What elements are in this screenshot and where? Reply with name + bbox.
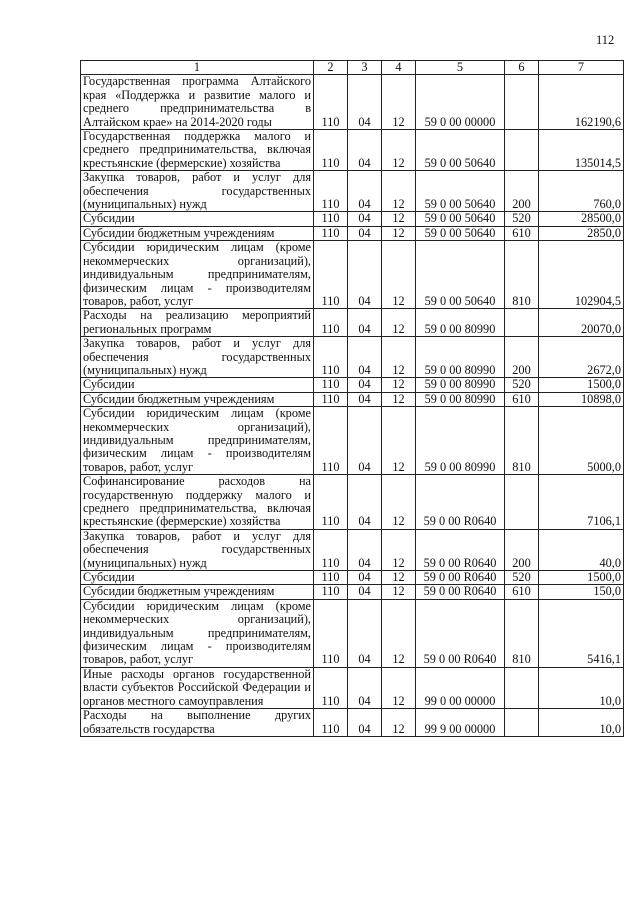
target-article-cell: 59 0 00 R0640 [416,475,505,530]
expense-type-cell [505,709,539,737]
subsection-code-cell: 12 [382,337,416,378]
table-row [81,241,624,309]
ministry-code-cell: 110 [314,309,348,337]
ministry-code-cell: 110 [314,75,348,130]
section-code-cell: 04 [348,667,382,708]
target-article-cell: 59 0 00 R0640 [416,599,505,667]
section-code-cell: 04 [348,378,382,392]
expense-type-cell [505,667,539,708]
row-name-cell: Закупка товаров, работ и услуг для обеспечения государственных (муниципальных) нужд [81,337,314,378]
expense-type-cell: 520 [505,378,539,392]
amount-cell: 135014,5 [539,130,624,171]
section-code-cell: 04 [348,407,382,475]
target-article-cell: 59 0 00 80990 [416,337,505,378]
budget-table [80,60,624,737]
subsection-code-cell: 12 [382,571,416,585]
section-code-cell: 04 [348,241,382,309]
subsection-code-cell: 12 [382,171,416,212]
row-name-cell: Расходы на реализацию мероприятий региональных программ [81,309,314,337]
header-cell: 2 [314,61,348,75]
target-article-cell: 59 0 00 80990 [416,378,505,392]
subsection-code-cell: 12 [382,378,416,392]
target-article-cell: 59 0 00 50640 [416,212,505,226]
expense-type-cell: 610 [505,392,539,406]
table-row [81,667,624,708]
ministry-code-cell: 110 [314,667,348,708]
ministry-code-cell: 110 [314,392,348,406]
ministry-code-cell: 110 [314,378,348,392]
section-code-cell: 04 [348,309,382,337]
section-code-cell: 04 [348,709,382,737]
table-row [81,585,624,599]
row-name-cell: Субсидии юридическим лицам (кроме некоммерческих организаций), индивидуальным предпринимателям, физическим лицам - производителям товаров, работ, услуг [81,241,314,309]
ministry-code-cell: 110 [314,226,348,240]
header-cell: 7 [539,61,624,75]
subsection-code-cell: 12 [382,226,416,240]
ministry-code-cell: 110 [314,407,348,475]
ministry-code-cell: 110 [314,475,348,530]
expense-type-cell: 610 [505,226,539,240]
subsection-code-cell: 12 [382,75,416,130]
section-code-cell: 04 [348,392,382,406]
expense-type-cell: 810 [505,599,539,667]
subsection-code-cell: 12 [382,667,416,708]
row-name-cell: Закупка товаров, работ и услуг для обеспечения государственных (муниципальных) нужд [81,171,314,212]
target-article-cell: 59 0 00 80990 [416,407,505,475]
header-cell: 4 [382,61,416,75]
amount-cell: 150,0 [539,585,624,599]
target-article-cell: 99 9 00 00000 [416,709,505,737]
expense-type-cell: 810 [505,407,539,475]
expense-type-cell [505,130,539,171]
amount-cell: 10,0 [539,709,624,737]
ministry-code-cell: 110 [314,337,348,378]
subsection-code-cell: 12 [382,212,416,226]
table-row [81,599,624,667]
header-cell: 1 [81,61,314,75]
expense-type-cell: 200 [505,529,539,570]
ministry-code-cell: 110 [314,585,348,599]
row-name-cell: Субсидии [81,378,314,392]
expense-type-cell: 810 [505,241,539,309]
section-code-cell: 04 [348,599,382,667]
row-name-cell: Субсидии юридическим лицам (кроме некоммерческих организаций), индивидуальным предпринимателям, физическим лицам - производителям товаров, работ, услуг [81,599,314,667]
amount-cell: 1500,0 [539,378,624,392]
subsection-code-cell: 12 [382,407,416,475]
section-code-cell: 04 [348,529,382,570]
amount-cell: 760,0 [539,171,624,212]
section-code-cell: 04 [348,475,382,530]
target-article-cell: 59 0 00 00000 [416,75,505,130]
table-row [81,171,624,212]
row-name-cell: Субсидии бюджетным учреждениям [81,392,314,406]
subsection-code-cell: 12 [382,599,416,667]
subsection-code-cell: 12 [382,529,416,570]
subsection-code-cell: 12 [382,309,416,337]
amount-cell: 7106,1 [539,475,624,530]
expense-type-cell [505,475,539,530]
target-article-cell: 59 0 00 80990 [416,392,505,406]
subsection-code-cell: 12 [382,241,416,309]
table-row [81,529,624,570]
ministry-code-cell: 110 [314,599,348,667]
header-cell: 6 [505,61,539,75]
ministry-code-cell: 110 [314,571,348,585]
amount-cell: 2850,0 [539,226,624,240]
target-article-cell: 59 0 00 50640 [416,130,505,171]
target-article-cell: 59 0 00 50640 [416,241,505,309]
ministry-code-cell: 110 [314,529,348,570]
header-cell: 5 [416,61,505,75]
table-row [81,212,624,226]
section-code-cell: 04 [348,571,382,585]
expense-type-cell: 520 [505,571,539,585]
target-article-cell: 59 0 00 50640 [416,171,505,212]
amount-cell: 20070,0 [539,309,624,337]
ministry-code-cell: 110 [314,241,348,309]
section-code-cell: 04 [348,337,382,378]
row-name-cell: Государственная поддержка малого и среднего предпринимательства, включая крестьянские (фермерские) хозяйства [81,130,314,171]
table-row [81,407,624,475]
table-row [81,130,624,171]
table-row [81,75,624,130]
row-name-cell: Расходы на выполнение других обязательств государства [81,709,314,737]
amount-cell: 10,0 [539,667,624,708]
amount-cell: 162190,6 [539,75,624,130]
table-row [81,337,624,378]
expense-type-cell: 200 [505,171,539,212]
section-code-cell: 04 [348,75,382,130]
section-code-cell: 04 [348,130,382,171]
amount-cell: 5416,1 [539,599,624,667]
table-row [81,709,624,737]
page-number: 112 [596,33,615,47]
expense-type-cell [505,75,539,130]
row-name-cell: Субсидии бюджетным учреждениям [81,585,314,599]
row-name-cell: Иные расходы органов государственной власти субъектов Российской Федерации и органов местного самоуправления [81,667,314,708]
subsection-code-cell: 12 [382,585,416,599]
section-code-cell: 04 [348,585,382,599]
section-code-cell: 04 [348,171,382,212]
table-row [81,226,624,240]
table-row [81,392,624,406]
ministry-code-cell: 110 [314,171,348,212]
target-article-cell: 59 0 00 R0640 [416,529,505,570]
amount-cell: 40,0 [539,529,624,570]
table-row [81,309,624,337]
subsection-code-cell: 12 [382,130,416,171]
subsection-code-cell: 12 [382,709,416,737]
ministry-code-cell: 110 [314,212,348,226]
expense-type-cell: 200 [505,337,539,378]
ministry-code-cell: 110 [314,130,348,171]
subsection-code-cell: 12 [382,392,416,406]
row-name-cell: Субсидии бюджетным учреждениям [81,226,314,240]
table-row [81,571,624,585]
ministry-code-cell: 110 [314,709,348,737]
table-row [81,475,624,530]
row-name-cell: Субсидии [81,212,314,226]
row-name-cell: Софинансирование расходов на государственную поддержку малого и среднего предпринимательства, включая крестьянские (фермерские) хозяйства [81,475,314,530]
expense-type-cell: 610 [505,585,539,599]
target-article-cell: 99 0 00 00000 [416,667,505,708]
row-name-cell: Закупка товаров, работ и услуг для обеспечения государственных (муниципальных) нужд [81,529,314,570]
expense-type-cell [505,309,539,337]
subsection-code-cell: 12 [382,475,416,530]
target-article-cell: 59 0 00 R0640 [416,585,505,599]
table-row [81,378,624,392]
amount-cell: 1500,0 [539,571,624,585]
section-code-cell: 04 [348,212,382,226]
header-cell: 3 [348,61,382,75]
amount-cell: 10898,0 [539,392,624,406]
amount-cell: 28500,0 [539,212,624,226]
target-article-cell: 59 0 00 80990 [416,309,505,337]
amount-cell: 102904,5 [539,241,624,309]
header-row [81,61,624,75]
target-article-cell: 59 0 00 R0640 [416,571,505,585]
target-article-cell: 59 0 00 50640 [416,226,505,240]
row-name-cell: Субсидии [81,571,314,585]
amount-cell: 5000,0 [539,407,624,475]
row-name-cell: Государственная программа Алтайского края «Поддержка и развитие малого и среднего предпринимательства в Алтайском крае» на 2014-2020 годы [81,75,314,130]
section-code-cell: 04 [348,226,382,240]
expense-type-cell: 520 [505,212,539,226]
row-name-cell: Субсидии юридическим лицам (кроме некоммерческих организаций), индивидуальным предпринимателям, физическим лицам - производителям товаров, работ, услуг [81,407,314,475]
amount-cell: 2672,0 [539,337,624,378]
